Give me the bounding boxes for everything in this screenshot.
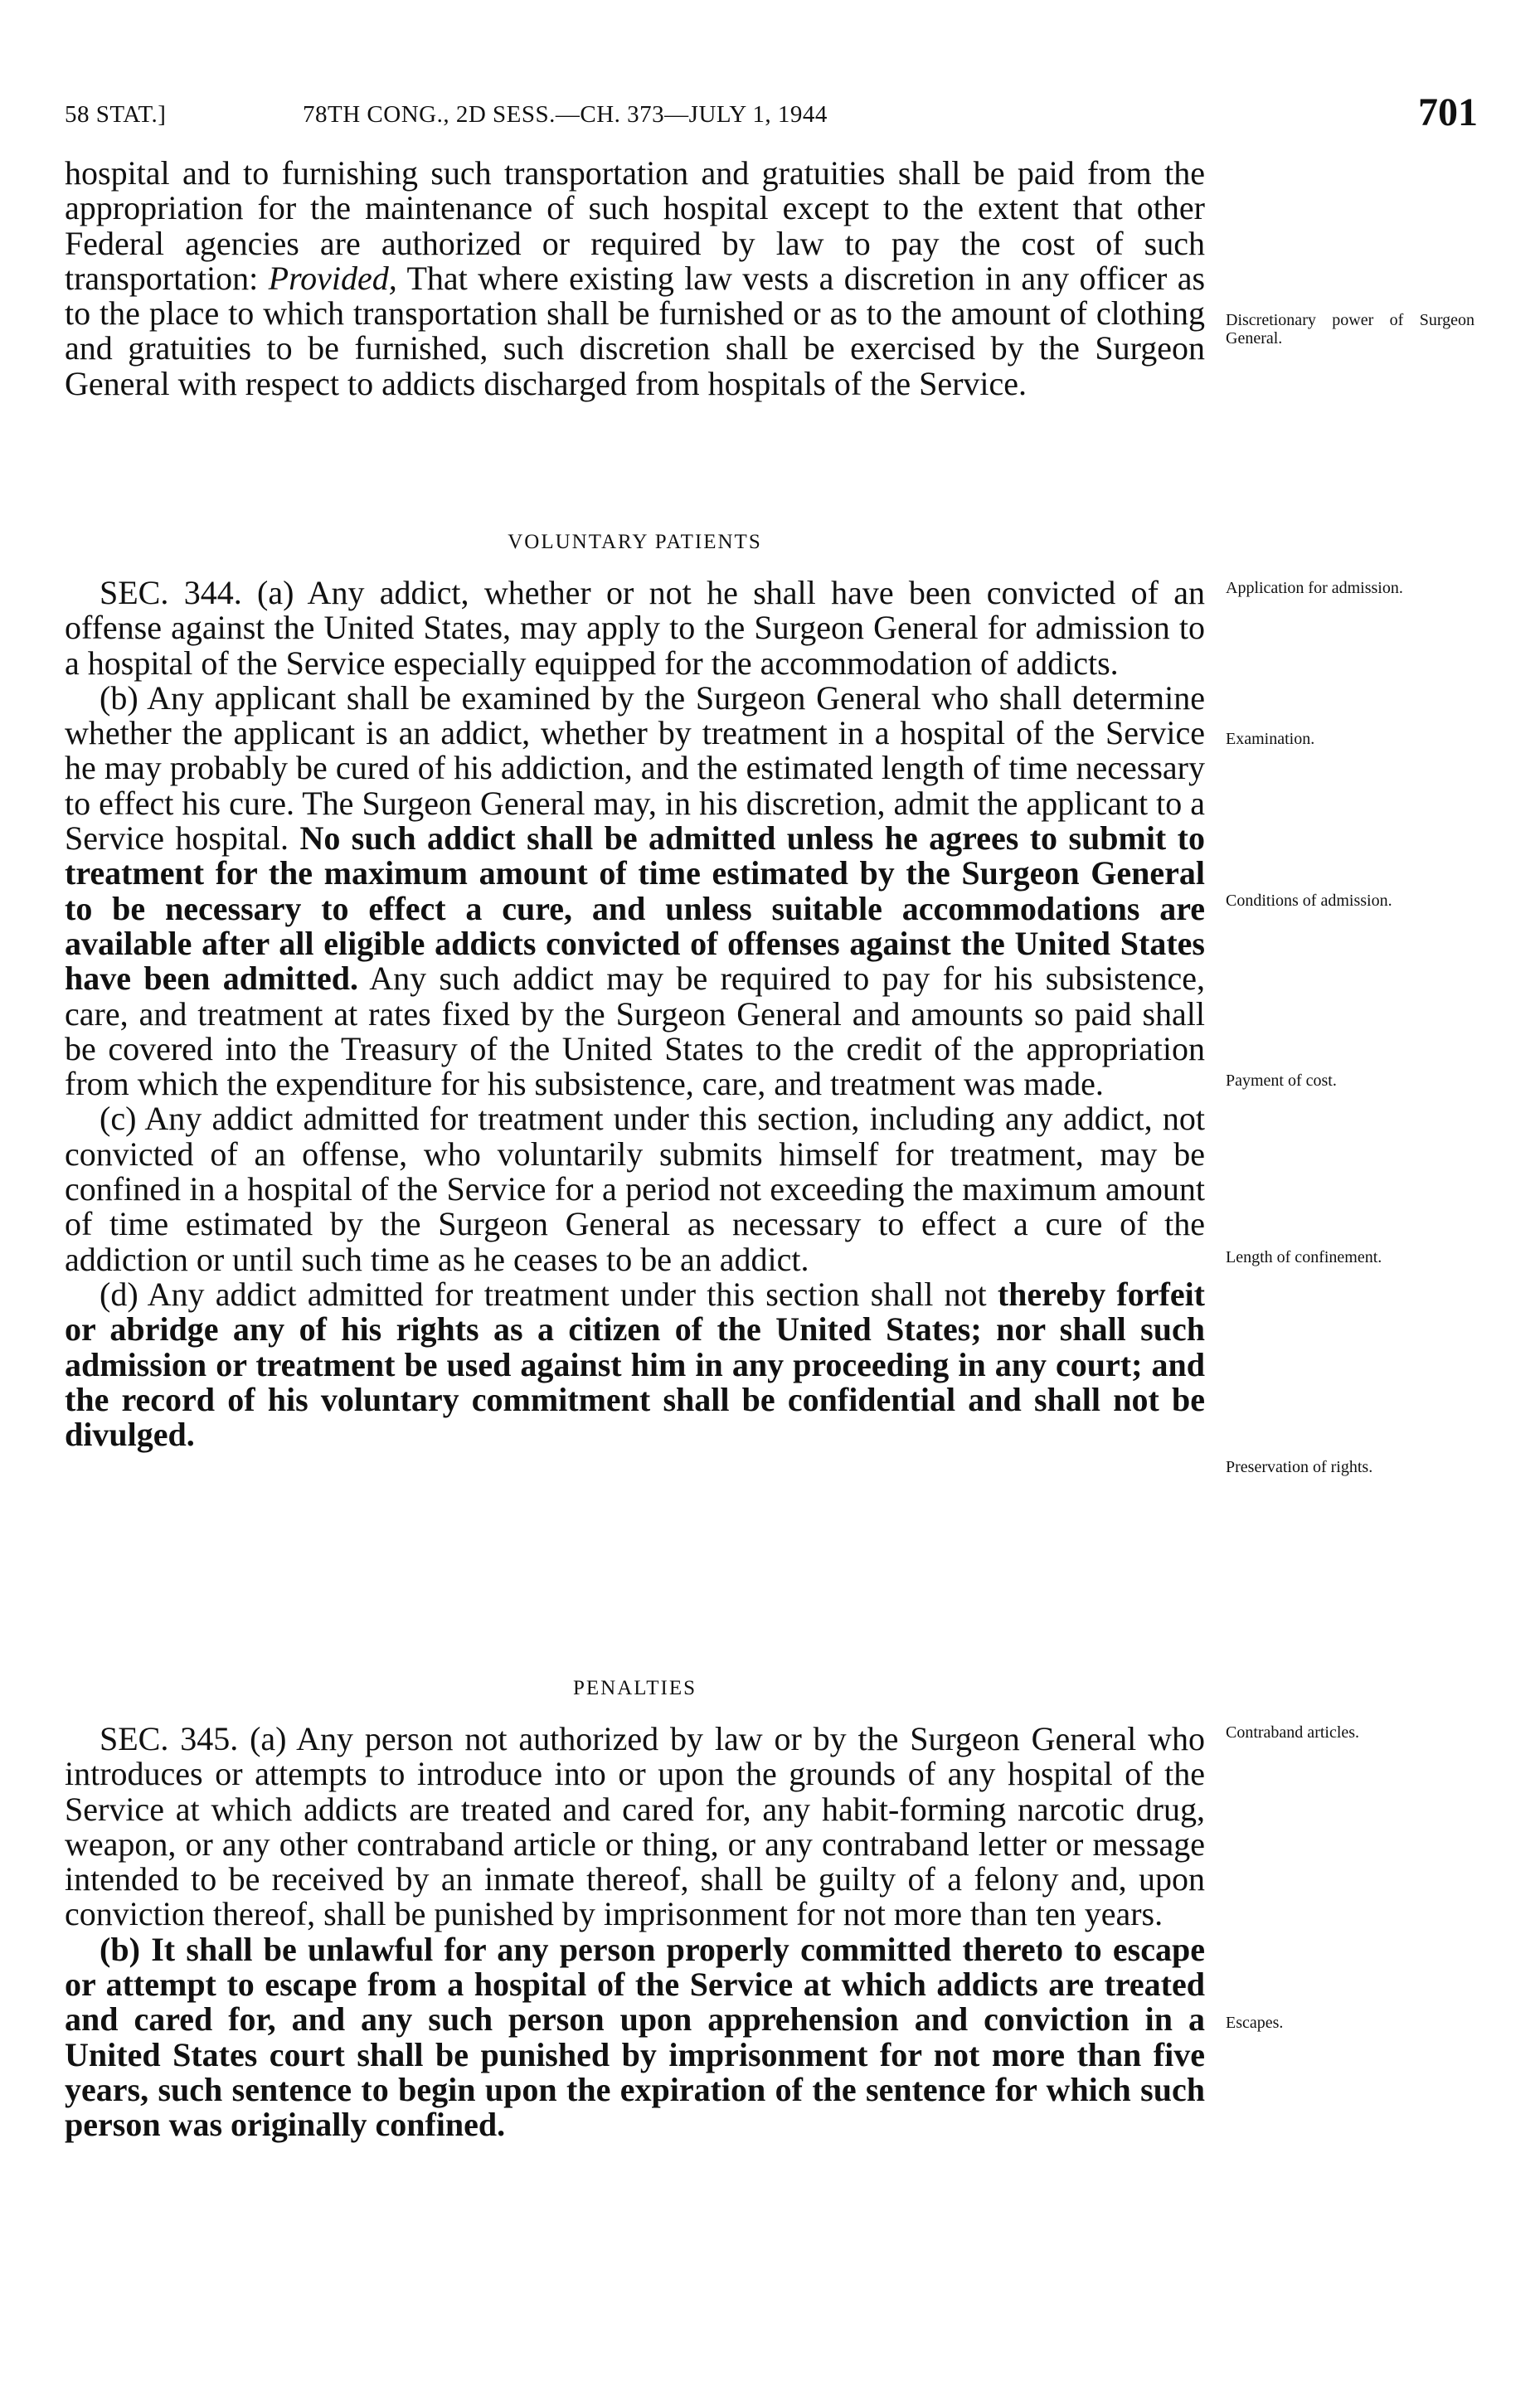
- margin-note-conditions: Conditions of admission.: [1226, 892, 1392, 910]
- section-344-d: [65, 1277, 1205, 1452]
- margin-note-length: Length of confinement.: [1226, 1248, 1382, 1266]
- margin-note-preservation: Preservation of rights.: [1226, 1458, 1373, 1476]
- paragraph-text: Any such addict may be required to pay for his subsistence, care, and treatment at rates fixed by the Surgeon General and amounts so paid shall be covered into the Treasury of the United States to the credit of the appropriation from which the expenditure for his subsistence, care, and treatment was made.: [65, 960, 1205, 1103]
- paragraph-continuation: [65, 156, 1205, 401]
- margin-note-examination: Examination.: [1226, 730, 1315, 748]
- page-number: 701: [1418, 90, 1478, 134]
- paragraph-text: (b) Any applicant shall be examined by the Surgeon General who shall determine whether the applicant is an addict, whether by treatment in a hospital of the Service he may probably be cured of his addiction, and the estimated length of time necessary to effect his cure. The Surgeon General may, in his discretion, admit the applicant to a Service hospital.: [65, 678, 1205, 858]
- margin-note-contraband: Contraband articles.: [1226, 1723, 1360, 1742]
- running-header: [65, 90, 1478, 139]
- margin-note-application: Application for admission.: [1226, 579, 1403, 597]
- header-session-info: 78TH CONG., 2D SESS.—CH. 373—JULY 1, 1944: [303, 101, 828, 128]
- section-344-a: SEC. 344. (a) Any addict, whether or not he shall have been convicted of an offense against the United States, may apply to the Surgeon General for admission to a hospital of the Service especially equipped for the accommodation of addicts.: [65, 574, 1205, 682]
- section-345-a: SEC. 345. (a) Any person not authorized by law or by the Surgeon General who introduces or attempts to introduce into or upon the grounds of any hospital of the Service at which addicts are treated and cared for, any habit-forming narcotic drug, weapon, or any other contraband article or thing, or any contraband letter or message intended to be received by an inmate thereof, shall be guilty of a felony and, upon conviction thereof, shall be punished by imprisonment for not more than ten years.: [65, 1720, 1205, 1933]
- section-344-c: (c) Any addict admitted for treatment under this section, including any addict, not convicted of an offense, who voluntarily submits himself for treatment, may be confined in a hospital of the Service for a period not exceeding the maximum amount of time estimated by the Surgeon General as necessary to effect a cure of the addiction or until such time as he ceases to be an addict.: [65, 1100, 1205, 1278]
- paragraph-text: That where existing law vests a discretion in any officer as to the place to which transportation shall be furnished or as to the amount of clothing and gratuities to be furnished, such discretion shall be exercised by the Surgeon General with respect to addicts discharged from hospitals of the Service.: [65, 259, 1206, 402]
- section-344: [65, 576, 1205, 1452]
- section-345-b: (b) It shall be unlawful for any person properly committed thereto to escape or attempt to escape from a hospital of the Service at which addicts are treated and cared for, and any such person upon apprehension and conviction in a United States court shall be punished by imprisonment for not more than five years, such sentence to begin upon the expiration of the sentence for which such person was originally confined.: [65, 1930, 1205, 2144]
- paragraph-text-bold: thereby forfeit or abridge any of his rights as a citizen of the United States; nor shall such admission or treatment be used against him in any proceeding in any court; and the record of his voluntary commitment shall be confidential and shall not be divulged.: [65, 1275, 1206, 1454]
- header-statute-ref: 58 STAT.]: [65, 101, 167, 128]
- section-heading-penalties: PENALTIES: [572, 1677, 697, 1699]
- proviso-text: Provided,: [268, 259, 397, 297]
- section-344-b: [65, 678, 1206, 1103]
- section-heading-voluntary-patients: VOLUNTARY PATIENTS: [508, 531, 762, 553]
- margin-note-escapes: Escapes.: [1226, 2014, 1284, 2032]
- margin-note-discretionary-power: Discretionary power of Surgeon General.: [1226, 311, 1474, 347]
- paragraph-text: hospital and to furnishing such transportation and gratuities shall be paid from the appropriation for the maintenance of such hospital except to the extent that other Federal agencies are authorized or required by law to pay the cost of such transportation:: [65, 154, 1205, 297]
- paragraph-text-bold: No such addict shall be admitted unless he agrees to submit to treatment for the maximum amount of time estimated by the Surgeon General to be necessary to effect a cure, and unless suitable accommodations are available after all eligible addicts convicted of offenses against the United States have been admitted.: [65, 819, 1206, 998]
- section-345: [65, 1722, 1205, 2143]
- paragraph-text: (d) Any addict admitted for treatment under this section shall not: [100, 1275, 987, 1313]
- margin-note-payment: Payment of cost.: [1226, 1072, 1337, 1090]
